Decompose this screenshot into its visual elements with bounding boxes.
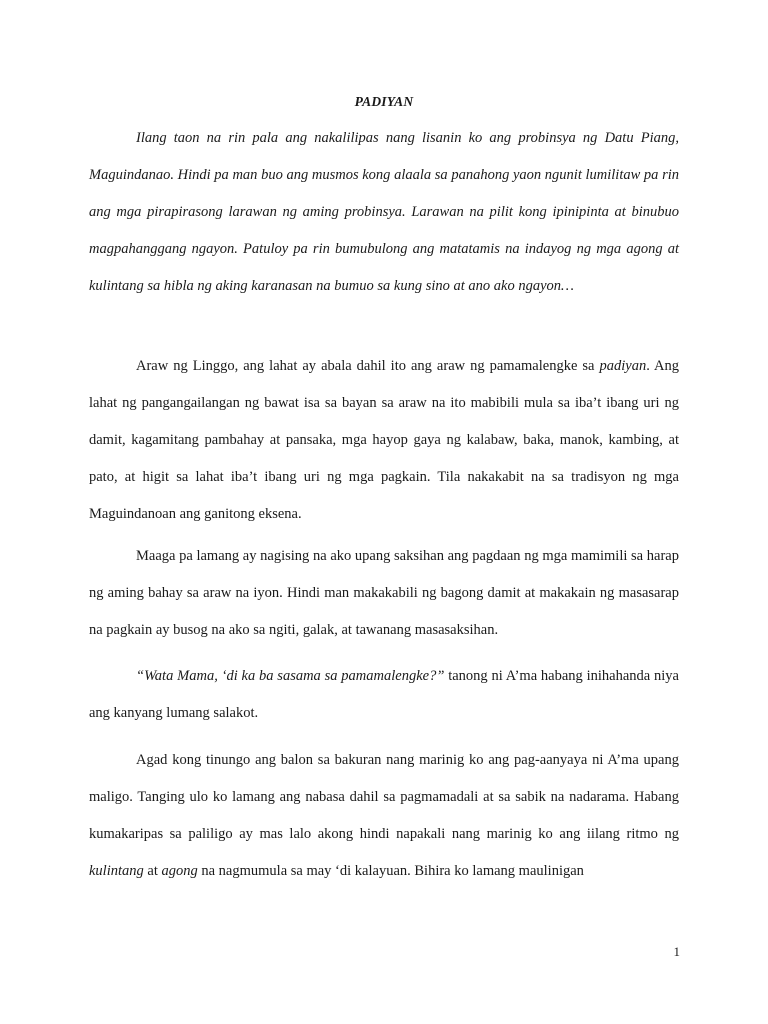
paragraph-5 — [89, 742, 679, 890]
paragraph-3: Maaga pa lamang ay nagising na ako upang saksihan ang pagdaan ng mga mamimili sa harap ng aming bahay sa araw na iyon. Hindi man makakabili ng bagong damit at makakain ng masasarap na pagkain ay busog na ako sa ngiti, galak, at tawanang masasaksihan. — [89, 548, 679, 638]
kulintang-term: kulintang — [89, 863, 144, 879]
paragraph-4-text: tanong ni A’ma habang inihahanda niya ang kanyang lumang salakot. — [89, 668, 679, 721]
body-text-5 — [89, 742, 679, 890]
paragraph-5-text-a: Agad kong tinungo ang balon sa bakuran nang marinig ko ang pag-aanyaya ni A’ma upang maligo. Tanging ulo ko lamang ang nabasa dahil sa pagmamadali at sa sabik na nadarama. Habang kumakaripas sa paliligo ay mas lalo akong hindi napakali nang marinig ko ang iilang ritmo ng — [89, 752, 679, 842]
paragraph-2-emphasis: padiyan — [599, 358, 647, 374]
dialogue-quote: “Wata Mama, ‘di ka ba sasama sa pamamalengke?” — [136, 668, 445, 684]
paragraph-2-text-a: Araw ng Linggo, ang lahat ay abala dahil ito ang araw ng pamamalengke sa — [136, 358, 600, 374]
document-title: PADIYAN — [354, 94, 414, 109]
paragraph-1: Ilang taon na rin pala ang nakalilipas nang lisanin ko ang probinsya ng Datu Piang, Maguindanao. Hindi pa man buo ang musmos kong alaala sa panahong yaon ngunit lumilitaw pa rin ang mga pirapirasong larawan ng aming probinsya. Larawan na pilit kong ipinipinta at binubuo magpahanggang ngayon. Patuloy pa rin bumubulong ang matatamis na indayog ng mga agong at kulintang sa hibla ng aking karanasan na bumuo sa kung sino at ano ako ngayon… — [89, 130, 679, 294]
paragraph-2-text-b: . Ang lahat ng pangangailangan ng bawat isa sa bayan sa araw na ito mabibili mula sa iba’t ibang uri ng damit, kagamitang pambahay at pansaka, mga hayop gaya ng kalabaw, baka, manok, kambing, at pato, at higit sa lahat iba’t ibang uri ng mga pagkain. Tila nakakabit na sa tradisyon ng mga Maguindanoan ang ganitong eksena. — [89, 358, 680, 522]
body-text-2 — [89, 348, 679, 533]
paragraph-5-connector: at — [143, 863, 162, 879]
paragraph-2 — [89, 348, 679, 533]
agong-term: agong — [161, 863, 198, 879]
body-text — [89, 120, 679, 342]
body-text-4 — [89, 658, 679, 732]
paragraph-4 — [89, 658, 679, 732]
page-number: 1 — [673, 944, 680, 959]
paragraph-5-text-b: na nagmumula sa may ‘di kalayuan. Bihira ko lamang maulinigan — [197, 863, 584, 879]
body-text-3 — [89, 538, 679, 649]
